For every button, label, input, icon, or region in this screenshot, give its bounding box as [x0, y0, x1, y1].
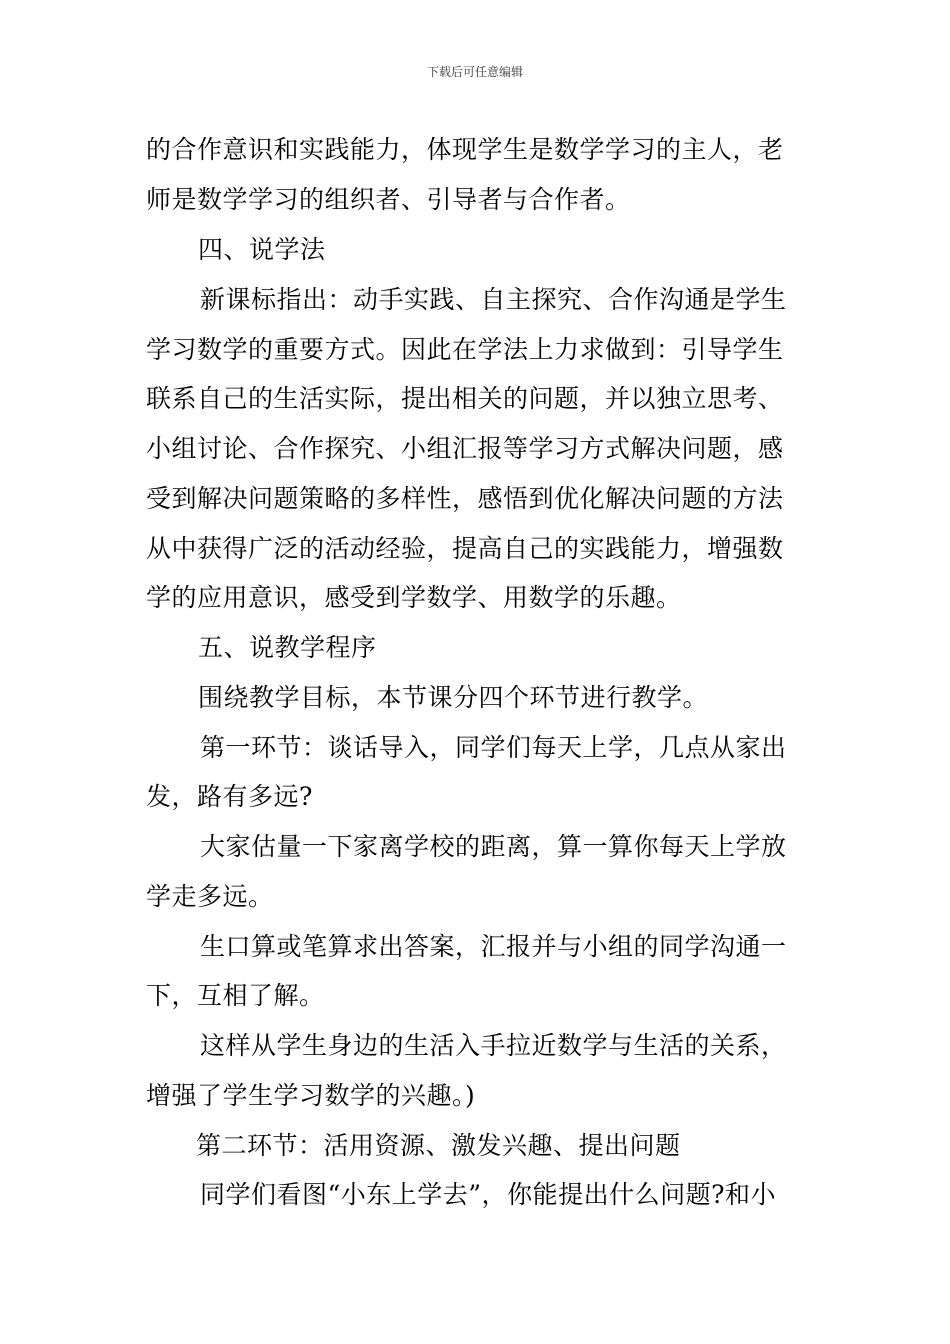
text-line: 从中获得广泛的活动经验，提高自己的实践能力，增强数 [146, 534, 784, 563]
text-line: 大家估量一下家离学校的距离，算一算你每天上学放 [200, 832, 787, 861]
text-line: 学走多远。 [146, 882, 274, 911]
text-line: 的合作意识和实践能力，体现学生是数学学习的主人，老 [146, 135, 784, 164]
text-line: 小组讨论、合作探究、小组汇报等学习方式解决问题，感 [146, 434, 784, 463]
page-header: 下载后可任意编辑 [426, 65, 523, 79]
text-line: 第一环节：谈话导入，同学们每天上学，几点从家出 [200, 733, 787, 762]
text-line: 受到解决问题策略的多样性，感悟到优化解决问题的方法 [146, 484, 784, 513]
text-line: 增强了学生学习数学的兴趣。) [146, 1081, 476, 1110]
text-line: 新课标指出：动手实践、自主探究、合作沟通是学生 [200, 285, 787, 314]
text-line: 学的应用意识，感受到学数学、用数学的乐趣。 [146, 583, 682, 612]
text-line: 围绕教学目标，本节课分四个环节进行教学。 [198, 683, 709, 712]
text-line: 学习数学的重要方式。因此在学法上力求做到：引导学生 [146, 335, 784, 364]
text-line: 生口算或笔算求出答案，汇报并与小组的同学沟通一 [200, 932, 787, 961]
text-line: 发，路有多远? [146, 782, 313, 811]
text-line: 师是数学学习的组织者、引导者与合作者。 [146, 185, 631, 214]
text-line: 同学们看图“小东上学去”，你能提出什么问题?和小 [200, 1180, 776, 1209]
section-heading: 四、说学法 [198, 235, 326, 264]
text-line: 第二环节：活用资源、激发兴趣、提出问题 [196, 1131, 681, 1160]
text-line: 这样从学生身边的生活入手拉近数学与生活的关系， [200, 1031, 787, 1060]
text-line: 下，互相了解。 [146, 981, 325, 1010]
section-heading: 五、说教学程序 [198, 633, 377, 662]
text-line: 联系自己的生活实际，提出相关的问题，并以独立思考、 [146, 384, 784, 413]
